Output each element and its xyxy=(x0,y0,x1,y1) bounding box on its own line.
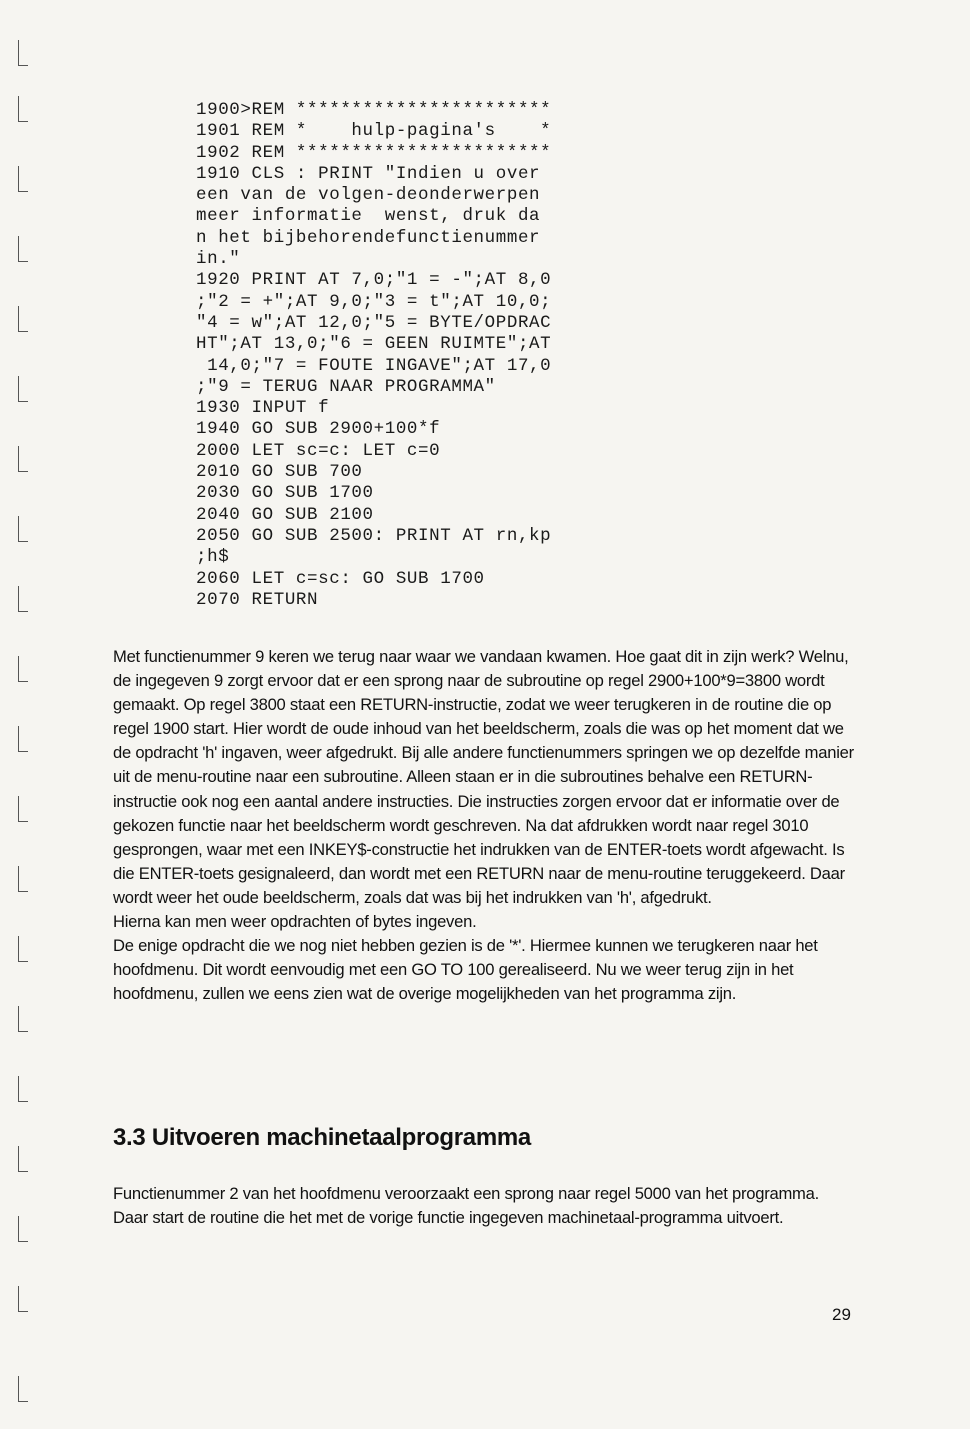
binding-mark xyxy=(18,1006,28,1032)
code-line: meer informatie wenst, druk da xyxy=(196,206,541,227)
code-line: 2030 GO SUB 1700 xyxy=(196,483,374,504)
code-line: 1910 CLS : PRINT "Indien u over xyxy=(196,163,541,184)
code-line: 1901 REM * hulp-pagina's * xyxy=(196,121,552,142)
code-line: 2070 RETURN xyxy=(196,589,319,610)
code-line: 2010 GO SUB 700 xyxy=(196,462,363,483)
binding-mark xyxy=(18,936,28,962)
binding-mark xyxy=(18,656,28,682)
code-line: "4 = w";AT 12,0;"5 = BYTE/OPDRAC xyxy=(196,312,552,333)
code-line: ;"9 = TERUG NAAR PROGRAMMA" xyxy=(196,376,496,397)
binding-mark xyxy=(18,1376,28,1402)
binding-mark xyxy=(18,1146,28,1172)
binding-mark xyxy=(18,376,28,402)
code-line: 2050 GO SUB 2500: PRINT AT rn,kp xyxy=(196,525,552,546)
code-line: ;h$ xyxy=(196,547,230,568)
basic-code-listing xyxy=(196,100,616,611)
section-heading: 3.3 Uitvoeren machinetaalprogramma xyxy=(113,1124,531,1151)
section-body-text xyxy=(113,1182,858,1230)
binding-mark xyxy=(18,40,28,66)
code-line: HT";AT 13,0;"6 = GEEN RUIMTE";AT xyxy=(196,334,552,355)
paragraph: Hierna kan men weer opdrachten of bytes ingeven. xyxy=(113,912,477,932)
code-line: 1940 GO SUB 2900+100*f xyxy=(196,419,441,440)
binding-mark xyxy=(18,726,28,752)
code-line: 2040 GO SUB 2100 xyxy=(196,504,374,525)
code-line: 2060 LET c=sc: GO SUB 1700 xyxy=(196,568,485,589)
binding-mark xyxy=(18,96,28,122)
code-line: 1930 INPUT f xyxy=(196,398,330,419)
page-number: 29 xyxy=(832,1305,851,1324)
binding-mark xyxy=(18,1216,28,1242)
binding-mark xyxy=(18,516,28,542)
code-line: in." xyxy=(196,249,241,270)
binding-mark xyxy=(18,1076,28,1102)
code-line: een van de volgen-deonderwerpen xyxy=(196,185,541,206)
code-line: ;"2 = +";AT 9,0;"3 = t";AT 10,0; xyxy=(196,291,552,312)
binding-mark xyxy=(18,306,28,332)
code-line: 1920 PRINT AT 7,0;"1 = -";AT 8,0 xyxy=(196,270,552,291)
code-line: 1900>REM *********************** xyxy=(196,100,552,120)
binding-mark xyxy=(18,1286,28,1312)
binding-mark xyxy=(18,166,28,192)
code-line: 1902 REM *********************** xyxy=(196,142,552,163)
binding-mark xyxy=(18,446,28,472)
binding-mark xyxy=(18,586,28,612)
binding-mark xyxy=(18,866,28,892)
code-line: 2000 LET sc=c: LET c=0 xyxy=(196,440,441,461)
code-line: n het bijbehorendefunctienummer xyxy=(196,227,541,248)
binding-mark xyxy=(18,236,28,262)
binding-mark xyxy=(18,796,28,822)
paragraph: Functienummer 2 van het hoofdmenu veroorzaakt een sprong naar regel 5000 van het programma. Daar start de routine die het met de vorige functie ingegeven machinetaal-programma uitvoert. xyxy=(113,1184,819,1228)
code-line: 14,0;"7 = FOUTE INGAVE";AT 17,0 xyxy=(196,355,552,376)
paragraph: Met functienummer 9 keren we terug naar waar we vandaan kwamen. Hoe gaat dit in zijn werk? Welnu, de ingegeven 9 zorgt ervoor dat er een sprong naar de subroutine op regel 2900+100*9=3800 wordt gemaakt. Op regel 3800 staat een RETURN-instructie, zodat we weer terugkeren in de routine die op regel 1900 start. Hier wordt de oude inhoud van het beeldscherm, zoals die was op het moment dat we de opdracht 'h' ingaven, weer afgedrukt. Bij alle andere functienummers springen we op dezelfde manier uit de menu-routine naar een subroutine. Alleen staan er in die subroutines behalve een RETURN-instructie ook nog een aantal andere instructies. Die instructies zorgen ervoor dat er informatie over de gekozen functie naar het beeldscherm wordt geschreven. Na dat afdrukken wordt naar regel 3010 gesprongen, waar met een INKEY$-constructie het indrukken van de ENTER-toets wordt afgewacht. Is die ENTER-toets gesignaleerd, dan wordt met een RETURN naar de menu-routine teruggekeerd. Daar wordt weer het oude beeldscherm, zoals dat was bij het indrukken van 'h', afgedrukt. xyxy=(113,647,854,907)
body-text xyxy=(113,645,858,1006)
paragraph: De enige opdracht die we nog niet hebben gezien is de '*'. Hiermee kunnen we terugkeren naar het hoofdmenu. Dit wordt eenvoudig met een GO TO 100 gerealiseerd. Nu we weer terug zijn in het hoofdmenu, zullen we eens zien wat de overige mogelijkheden van het programma zijn. xyxy=(113,936,818,1004)
